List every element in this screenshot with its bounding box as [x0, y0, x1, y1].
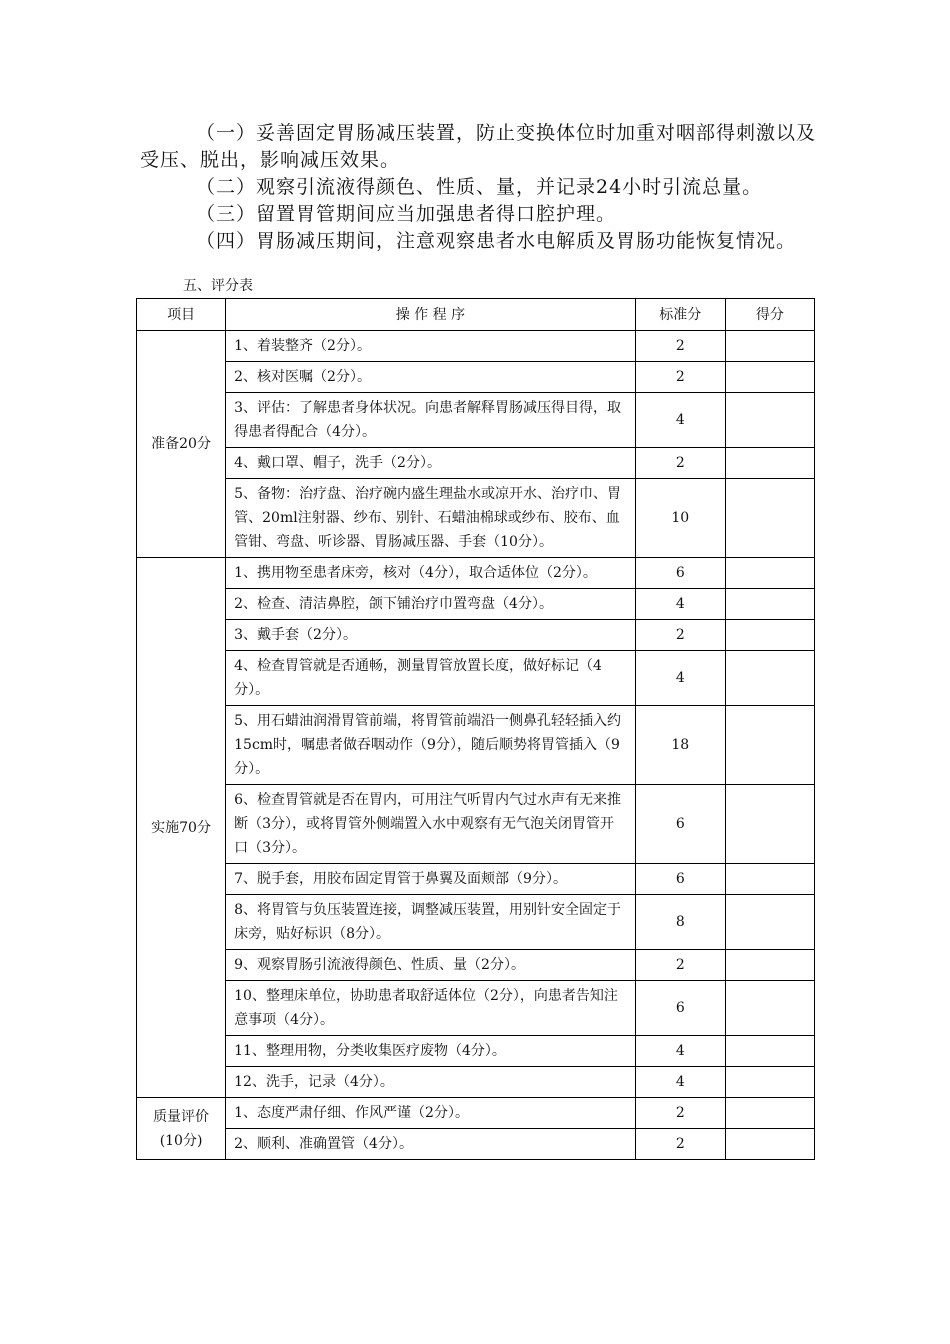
table-row	[137, 895, 815, 950]
standard-score-cell: 8	[635, 895, 725, 950]
score-input-cell	[725, 1036, 814, 1067]
step-cell: 7、脱手套，用胶布固定胃管于鼻翼及面颊部（9分）。	[226, 864, 636, 895]
category-cell: 准备20分	[137, 331, 226, 558]
table-row	[137, 1129, 815, 1160]
score-input-cell	[725, 1129, 814, 1160]
score-input-cell	[725, 331, 814, 362]
category-cell: 质量评价(10分)	[137, 1098, 226, 1160]
step-cell: 2、顺利、准确置管（4分）。	[226, 1129, 636, 1160]
table-row	[137, 362, 815, 393]
standard-score-cell: 4	[635, 589, 725, 620]
category-cell: 实施70分	[137, 558, 226, 1098]
table-row	[137, 479, 815, 558]
step-cell: 5、备物：治疗盘、治疗碗内盛生理盐水或凉开水、治疗巾、胃管、20ml注射器、纱布、别针、石蜡油棉球或纱布、胶布、血管钳、弯盘、听诊器、胃肠减压器、手套（10分）。	[226, 479, 636, 558]
standard-score-cell: 4	[635, 393, 725, 448]
header-item: 项目	[137, 299, 226, 331]
score-input-cell	[725, 1098, 814, 1129]
step-cell: 2、检查、清洁鼻腔，颌下铺治疗巾置弯盘（4分）。	[226, 589, 636, 620]
standard-score-cell: 2	[635, 448, 725, 479]
section-title: 五、评分表	[183, 278, 253, 294]
table-row	[137, 950, 815, 981]
note-3: （三）留置胃管期间应当加强患者得口腔护理。	[196, 203, 617, 225]
header-procedure: 操 作 程 序	[226, 299, 636, 331]
standard-score-cell: 6	[635, 558, 725, 589]
score-table	[136, 298, 815, 1160]
note-4: （四）胃肠减压期间，注意观察患者水电解质及胃肠功能恢复情况。	[196, 230, 797, 252]
step-cell: 9、观察胃肠引流液得颜色、性质、量（2分）。	[226, 950, 636, 981]
notes-section	[140, 120, 820, 255]
standard-score-cell: 6	[635, 864, 725, 895]
table-row	[137, 1036, 815, 1067]
score-input-cell	[725, 393, 814, 448]
step-cell: 6、检查胃管就是否在胃内，可用注气听胃内气过水声有无来推断（3分），或将胃管外侧端置入水中观察有无气泡关闭胃管开口（3分）。	[226, 785, 636, 864]
score-input-cell	[725, 620, 814, 651]
step-cell: 1、携用物至患者床旁，核对（4分），取合适体位（2分）。	[226, 558, 636, 589]
score-input-cell	[725, 589, 814, 620]
score-input-cell	[725, 558, 814, 589]
table-row	[137, 1098, 815, 1129]
standard-score-cell: 2	[635, 620, 725, 651]
table-row	[137, 981, 815, 1036]
table-header-row	[137, 299, 815, 331]
standard-score-cell: 4	[635, 651, 725, 706]
standard-score-cell: 2	[635, 362, 725, 393]
score-input-cell	[725, 448, 814, 479]
score-input-cell	[725, 785, 814, 864]
step-cell: 5、用石蜡油润滑胃管前端，将胃管前端沿一侧鼻孔轻轻插入约15cm时，嘱患者做吞咽动作（9分），随后顺势将胃管插入（9分）。	[226, 706, 636, 785]
table-row	[137, 589, 815, 620]
step-cell: 10、整理床单位，协助患者取舒适体位（2分），向患者告知注意事项（4分）。	[226, 981, 636, 1036]
table-row	[137, 448, 815, 479]
step-cell: 4、戴口罩、帽子，洗手（2分）。	[226, 448, 636, 479]
table-row	[137, 1067, 815, 1098]
standard-score-cell: 4	[635, 1036, 725, 1067]
standard-score-cell: 6	[635, 981, 725, 1036]
header-standard-score: 标准分	[635, 299, 725, 331]
score-input-cell	[725, 362, 814, 393]
score-input-cell	[725, 1067, 814, 1098]
score-input-cell	[725, 479, 814, 558]
standard-score-cell: 2	[635, 1098, 725, 1129]
step-cell: 1、态度严肃仔细、作风严谨（2分）。	[226, 1098, 636, 1129]
note-1: （一）妥善固定胃肠减压装置，防止变换体位时加重对咽部得刺激以及受压、脱出，影响减压效果。	[140, 122, 817, 171]
step-cell: 12、洗手，记录（4分）。	[226, 1067, 636, 1098]
table-row	[137, 785, 815, 864]
table-row	[137, 706, 815, 785]
step-cell: 2、核对医嘱（2分）。	[226, 362, 636, 393]
score-input-cell	[725, 864, 814, 895]
standard-score-cell: 4	[635, 1067, 725, 1098]
table-row	[137, 331, 815, 362]
standard-score-cell: 2	[635, 1129, 725, 1160]
standard-score-cell: 2	[635, 950, 725, 981]
score-input-cell	[725, 981, 814, 1036]
note-2: （二）观察引流液得颜色、性质、量，并记录24小时引流总量。	[196, 176, 763, 198]
step-cell: 4、检查胃管就是否通畅，测量胃管放置长度，做好标记（4分）。	[226, 651, 636, 706]
standard-score-cell: 6	[635, 785, 725, 864]
score-input-cell	[725, 651, 814, 706]
standard-score-cell: 18	[635, 706, 725, 785]
table-row	[137, 558, 815, 589]
score-input-cell	[725, 895, 814, 950]
header-score: 得分	[725, 299, 814, 331]
standard-score-cell: 2	[635, 331, 725, 362]
table-row	[137, 620, 815, 651]
step-cell: 11、整理用物，分类收集医疗废物（4分）。	[226, 1036, 636, 1067]
step-cell: 3、戴手套（2分）。	[226, 620, 636, 651]
table-row	[137, 864, 815, 895]
standard-score-cell: 10	[635, 479, 725, 558]
score-input-cell	[725, 706, 814, 785]
step-cell: 8、将胃管与负压装置连接，调整减压装置，用别针安全固定于床旁，贴好标识（8分）。	[226, 895, 636, 950]
table-row	[137, 651, 815, 706]
score-input-cell	[725, 950, 814, 981]
table-row	[137, 393, 815, 448]
step-cell: 1、着装整齐（2分）。	[226, 331, 636, 362]
step-cell: 3、评估：了解患者身体状况。向患者解释胃肠减压得目得，取得患者得配合（4分）。	[226, 393, 636, 448]
